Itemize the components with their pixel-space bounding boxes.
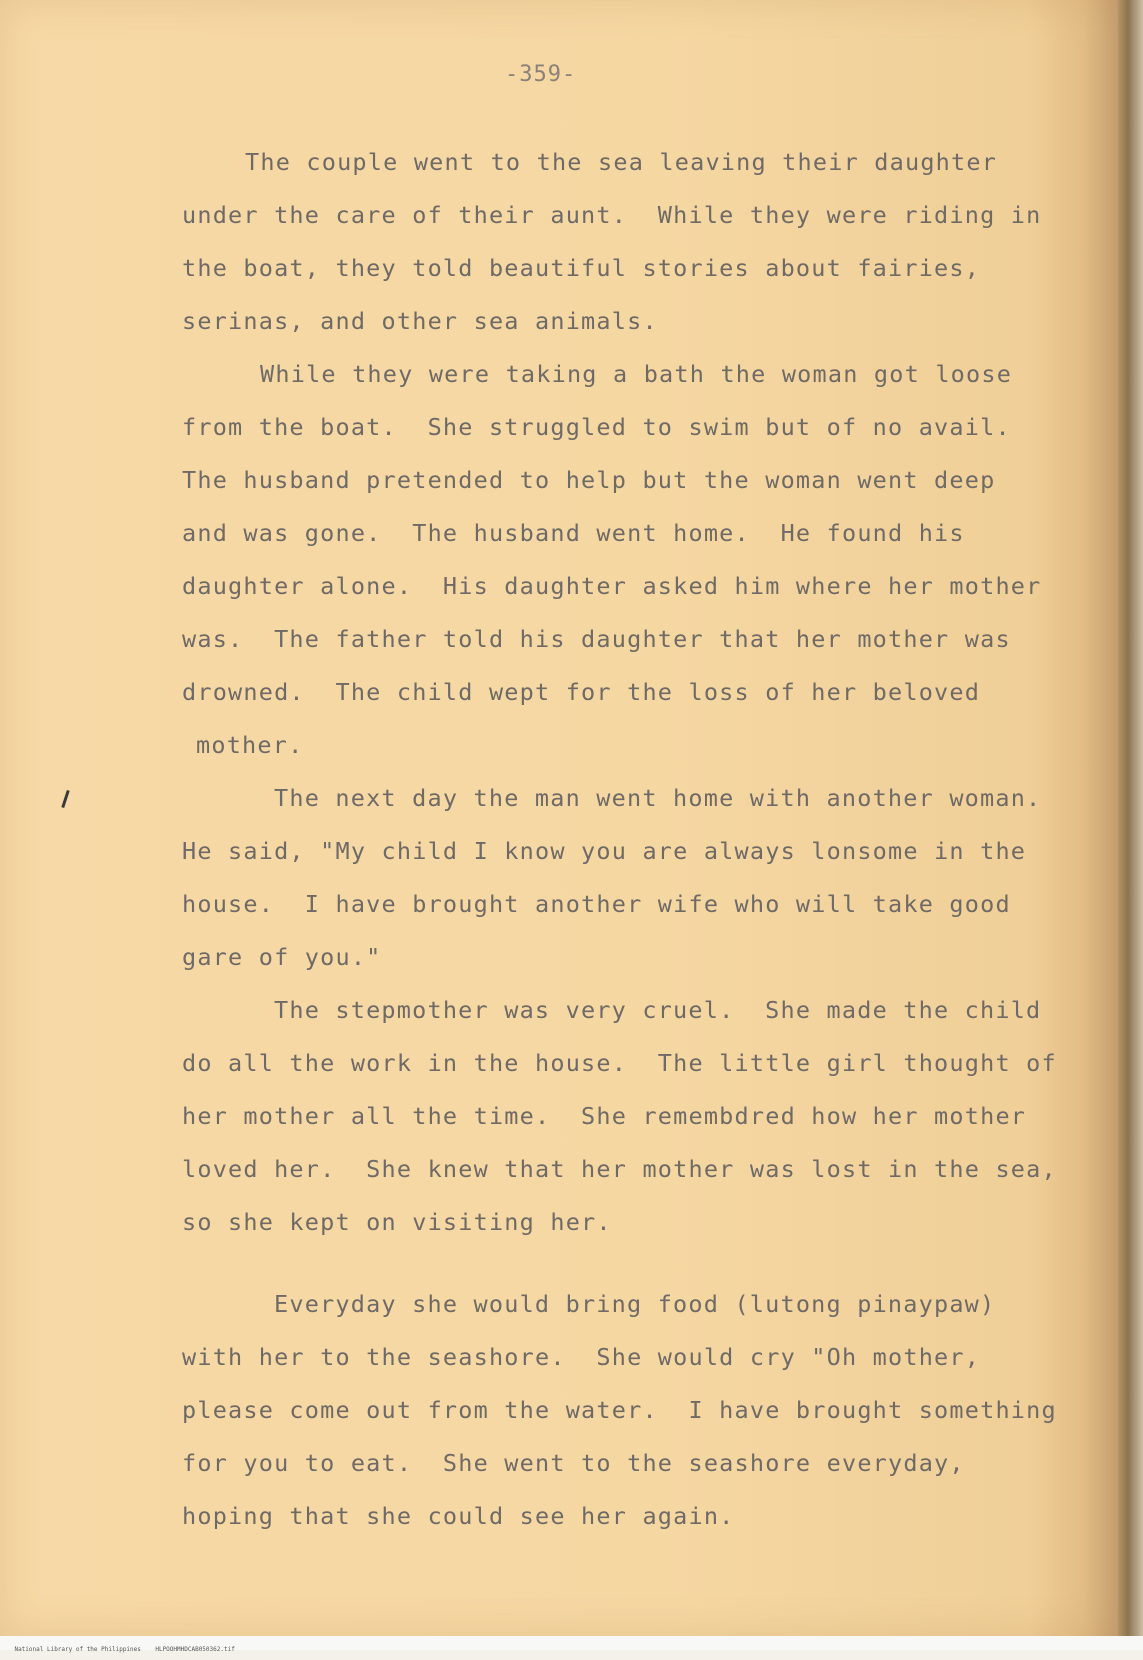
library-name: National Library of the Philippines [14,1646,141,1653]
text-line: mother. [196,731,304,759]
text-line: and was gone. The husband went home. He found his [182,519,965,547]
text-line: The stepmother was very cruel. She made the child [274,996,1042,1024]
file-identifier: HLPOOHMHDCAB050362.tif [155,1646,235,1653]
text-line: her mother all the time. She remembdred how her mother [182,1102,1027,1130]
text-line: He said, "My child I know you are always lonsome in the [182,837,1027,865]
text-line: Everyday she would bring food (lutong pinaypaw) [274,1290,996,1318]
text-line: was. The father told his daughter that her mother was [182,625,1011,653]
text-line: do all the work in the house. The little girl thought of [182,1049,1057,1077]
text-line: The husband pretended to help but the woman went deep [182,466,996,494]
page-edge [1118,0,1143,1636]
text-line: so she kept on visiting her. [182,1208,612,1236]
text-line: house. I have brought another wife who will take good [182,890,1011,918]
text-line: under the care of their aunt. While they were riding in [182,201,1042,229]
text-line: hoping that she could see her again. [182,1502,735,1530]
page-number: -359- [505,62,577,87]
text-line: with her to the seashore. She would cry "Oh mother, [182,1343,981,1371]
text-line: the boat, they told beautiful stories about fairies, [182,254,981,282]
text-line: loved her. She knew that her mother was lost in the sea, [182,1155,1057,1183]
text-line: serinas, and other sea animals. [182,307,658,335]
text-line: The couple went to the sea leaving their daughter [245,148,998,176]
text-line: While they were taking a bath the woman got loose [260,360,1013,388]
text-line: The next day the man went home with another woman. [274,784,1042,812]
text-line: for you to eat. She went to the seashore everyday, [182,1449,965,1477]
text-line: from the boat. She struggled to swim but of no avail. [182,413,1011,441]
text-line: please come out from the water. I have brought something [182,1396,1057,1424]
text-line: drowned. The child wept for the loss of her beloved [182,678,981,706]
text-line: gare of you." [182,943,382,971]
text-line: daughter alone. His daughter asked him where her mother [182,572,1042,600]
